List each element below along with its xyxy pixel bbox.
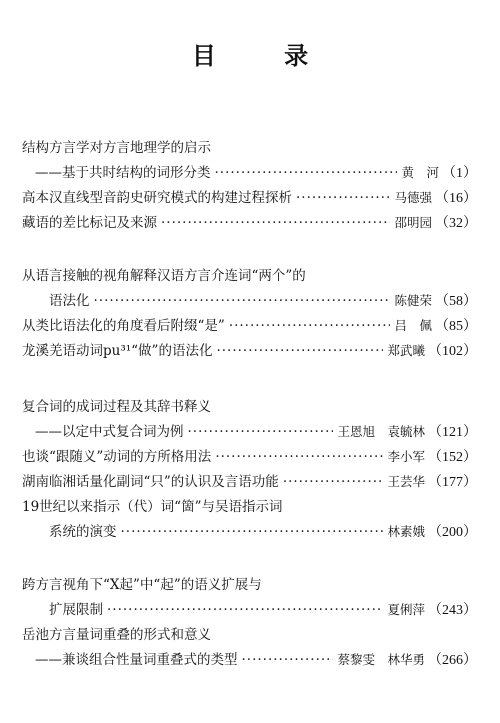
entry-title: 湖南临湘话量化副词“只”的认识及言语功能 <box>22 474 279 490</box>
entry-author: 马德强 <box>394 190 432 205</box>
toc-entry[interactable] <box>0 624 500 646</box>
leader-dots <box>215 162 398 184</box>
leader-dots <box>188 421 334 443</box>
entry-page: （177） <box>428 475 477 490</box>
entry-title: 从语言接触的视角解释汉语方言介连词“两个”的 <box>22 268 306 284</box>
leader-dots <box>161 212 390 234</box>
entry-page: （58） <box>435 294 477 309</box>
toc-entry[interactable] <box>0 521 500 543</box>
entry-title: ——兼谈组合性量词重叠式的类型 <box>35 652 238 668</box>
entry-author: 林素娥 <box>387 524 425 539</box>
toc-entry[interactable] <box>0 496 500 518</box>
entry-page: （1） <box>442 166 477 181</box>
entry-title: 龙溪羌语动词pu³¹“做”的语法化 <box>22 343 213 359</box>
toc-entry[interactable] <box>0 421 500 443</box>
entry-page: （102） <box>428 344 477 359</box>
entry-title: 藏语的差比标记及来源 <box>22 215 157 231</box>
entry-page: （16） <box>435 191 477 206</box>
entry-title: 复合词的成词过程及其辞书释义 <box>22 399 211 415</box>
entry-title: 系统的演变 <box>49 524 117 540</box>
entry-author: 郑武曦 <box>387 343 425 358</box>
leader-dots <box>216 340 383 362</box>
toc-entry[interactable] <box>0 265 500 287</box>
entry-title: 19世纪以来指示（代）词“箇”与吴语指示词 <box>22 499 283 515</box>
toc-entry[interactable] <box>0 649 500 671</box>
toc-entry[interactable] <box>0 212 500 234</box>
leader-dots <box>229 315 391 337</box>
entry-title: 跨方言视角下“X起”中“起”的语义扩展与 <box>22 577 262 593</box>
toc-title: 目 录 <box>191 42 339 70</box>
leader-dots <box>94 290 391 312</box>
toc-entry[interactable] <box>0 574 500 596</box>
toc-entry[interactable] <box>0 471 500 493</box>
entry-page: （85） <box>435 319 477 334</box>
entry-title: 也谈“跟随义”动词的方所格用法 <box>22 449 212 465</box>
entry-page: （121） <box>428 425 477 440</box>
entry-title: 结构方言学对方言地理学的启示 <box>22 140 211 156</box>
entry-title: 岳池方言量词重叠的形式和意义 <box>22 627 211 643</box>
leader-dots <box>121 521 384 543</box>
toc-entry[interactable] <box>0 446 500 468</box>
leader-dots <box>283 471 384 493</box>
entry-author: 蔡黎雯 林华勇 <box>337 652 425 667</box>
entry-page: （200） <box>428 525 477 540</box>
entry-page: （32） <box>435 216 477 231</box>
entry-author: 邵明园 <box>394 215 432 230</box>
entry-title: ——基于共时结构的词形分类 <box>35 165 211 181</box>
entry-title: 语法化 <box>49 293 90 309</box>
toc-entry[interactable] <box>0 396 500 418</box>
entry-title: 高本汉直线型音韵史研究模式的构建过程探析 <box>22 190 292 206</box>
entry-author: 王恩旭 袁毓林 <box>337 424 425 439</box>
leader-dots <box>242 649 334 671</box>
entry-author: 黄 河 <box>401 165 439 180</box>
toc-entry[interactable] <box>0 315 500 337</box>
toc-entry[interactable] <box>0 137 500 159</box>
toc-entry[interactable] <box>0 187 500 209</box>
toc-entry[interactable] <box>0 162 500 184</box>
entry-title: ——以定中式复合词为例 <box>35 424 184 440</box>
toc-entry[interactable] <box>0 290 500 312</box>
entry-page: （266） <box>428 653 477 668</box>
entry-author: 陈健荣 <box>394 293 432 308</box>
leader-dots <box>296 187 390 209</box>
entry-author: 王芸华 <box>387 474 425 489</box>
entry-page: （152） <box>428 450 477 465</box>
leader-dots <box>215 446 383 468</box>
entry-title: 扩展限制 <box>49 602 103 618</box>
entry-page: （243） <box>428 603 477 618</box>
entry-title: 从类比语法化的角度看后附缀“是” <box>22 318 225 334</box>
entry-author: 夏俐萍 <box>387 602 425 617</box>
toc-entry[interactable] <box>0 340 500 362</box>
leader-dots <box>107 599 383 621</box>
toc-entry[interactable] <box>0 599 500 621</box>
entry-author: 吕 佩 <box>394 318 432 333</box>
entry-author: 李小军 <box>387 449 425 464</box>
